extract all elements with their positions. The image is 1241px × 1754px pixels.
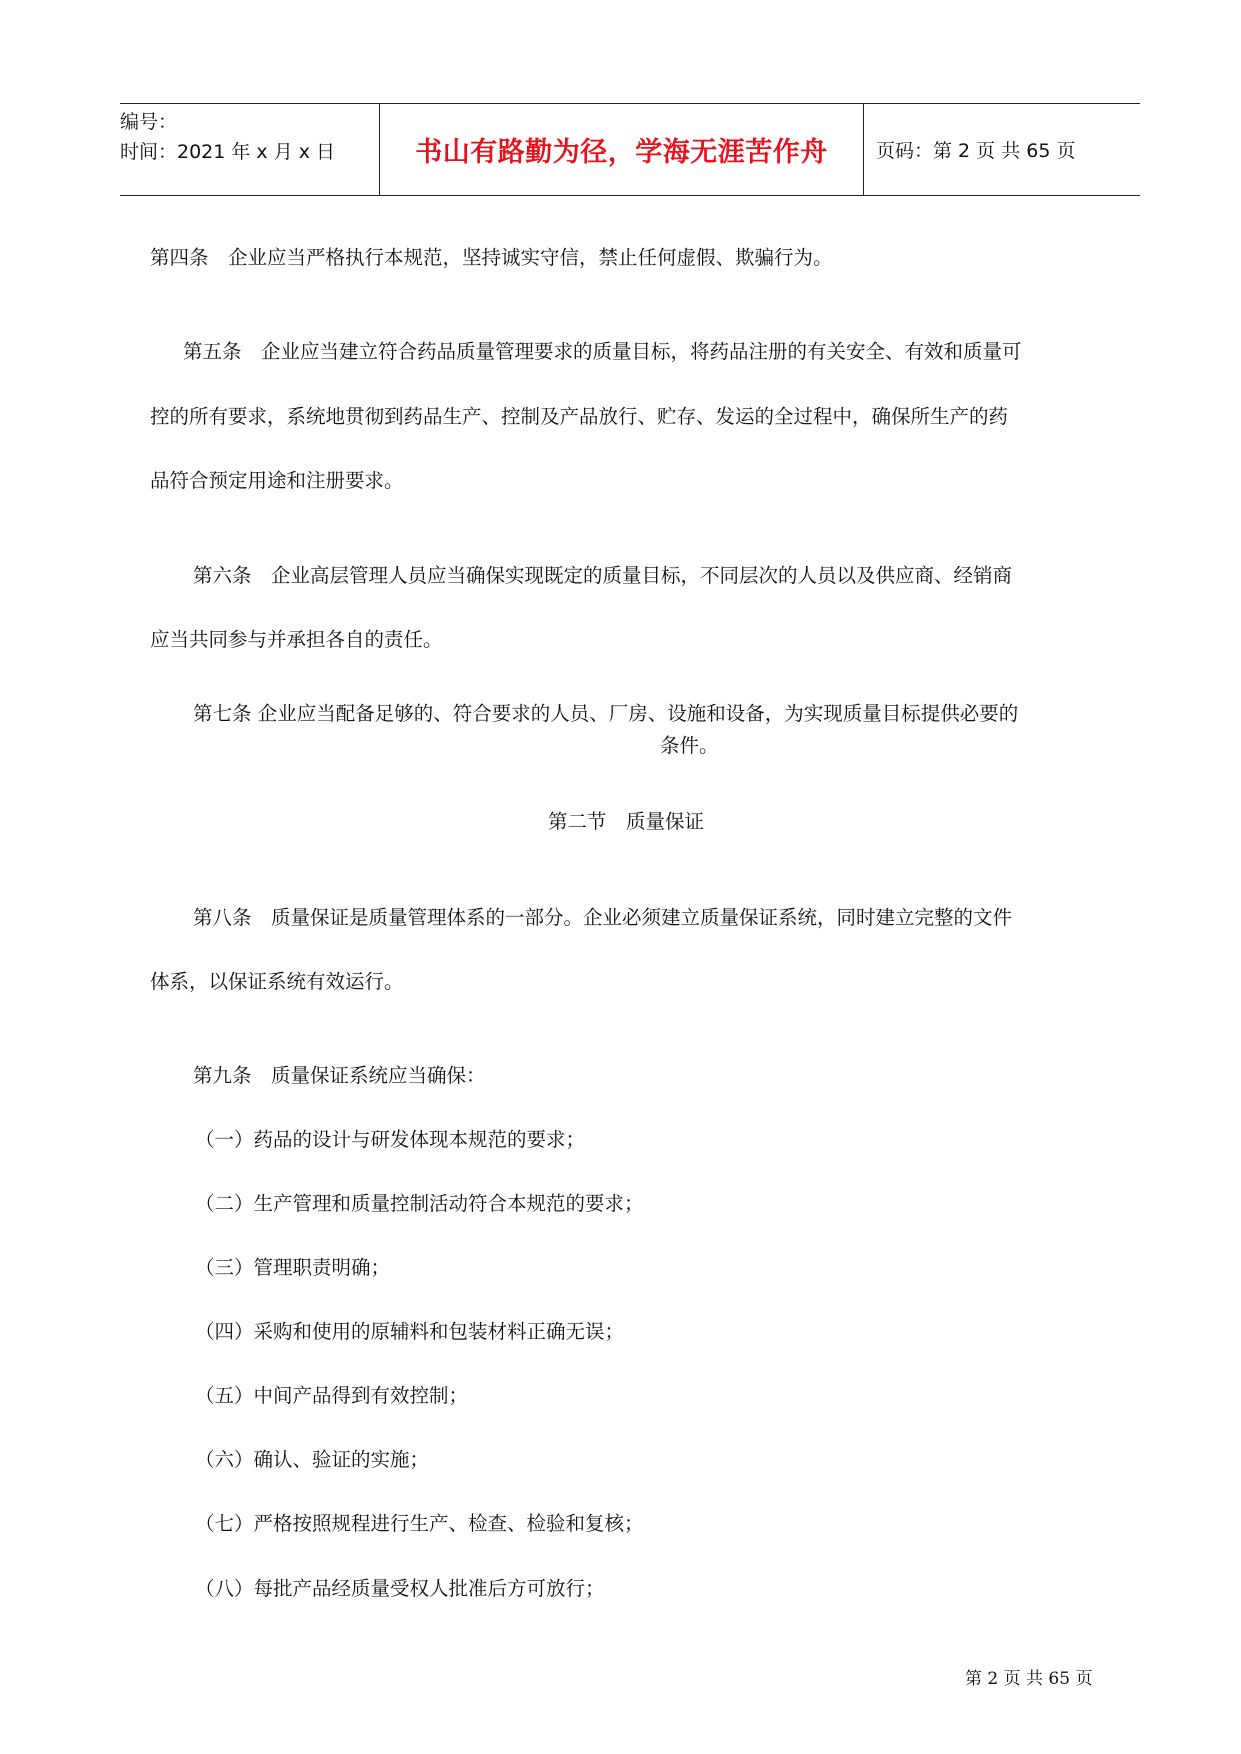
article-5-line-2: 控的所有要求，系统地贯彻到药品生产、控制及产品放行、贮存、发运的全过程中，确保所生产的药 xyxy=(150,405,1009,428)
header-page-label: 页码：第 2 页 共 65 页 xyxy=(876,140,1076,162)
list-item: （二）生产管理和质量控制活动符合本规范的要求； xyxy=(195,1192,644,1215)
article-5-line-3: 品符合预定用途和注册要求。 xyxy=(150,469,404,492)
list-item: （四）采购和使用的原辅料和包装材料正确无误； xyxy=(195,1320,625,1343)
list-item: （三）管理职责明确； xyxy=(195,1256,391,1279)
article-5-line-1: 第五条 企业应当建立符合药品质量管理要求的质量目标，将药品注册的有关安全、有效和质量可 xyxy=(183,340,1022,363)
header-meta xyxy=(120,104,380,195)
article-7-line-1: 第七条 企业应当配备足够的、符合要求的人员、厂房、设施和设备，为实现质量目标提供必要的 xyxy=(193,702,1019,725)
article-8-line-1: 第八条 质量保证是质量管理体系的一部分。企业必须建立质量保证系统，同时建立完整的文件 xyxy=(193,906,1013,929)
page-footer: 第 2 页 共 65 页 xyxy=(965,1669,1093,1689)
header-motto: 书山有路勤为径，学海无涯苦作舟 xyxy=(380,104,864,195)
article-4: 第四条 企业应当严格执行本规范，坚持诚实守信，禁止任何虚假、欺骗行为。 xyxy=(150,246,833,269)
header-table xyxy=(120,103,1140,196)
time-label: 时间：2021 年 x 月 x 日 xyxy=(120,141,336,163)
list-item: （一）药品的设计与研发体现本规范的要求； xyxy=(195,1128,586,1151)
article-8-line-2: 体系，以保证系统有效运行。 xyxy=(150,970,404,993)
article-9: 第九条 质量保证系统应当确保： xyxy=(193,1064,486,1087)
list-item: （七）严格按照规程进行生产、检查、检验和复核； xyxy=(195,1512,644,1535)
article-6-line-1: 第六条 企业高层管理人员应当确保实现既定的质量目标，不同层次的人员以及供应商、经销商 xyxy=(193,564,1013,587)
list-item: （五）中间产品得到有效控制； xyxy=(195,1384,469,1407)
article-7-line-2: 条件。 xyxy=(660,734,719,757)
list-item: （六）确认、验证的实施； xyxy=(195,1448,430,1471)
section-2-heading: 第二节 质量保证 xyxy=(548,810,705,833)
article-6-line-2: 应当共同参与并承担各自的责任。 xyxy=(150,628,443,651)
list-item: （八）每批产品经质量受权人批准后方可放行； xyxy=(195,1577,605,1600)
number-label: 编号： xyxy=(120,111,178,133)
